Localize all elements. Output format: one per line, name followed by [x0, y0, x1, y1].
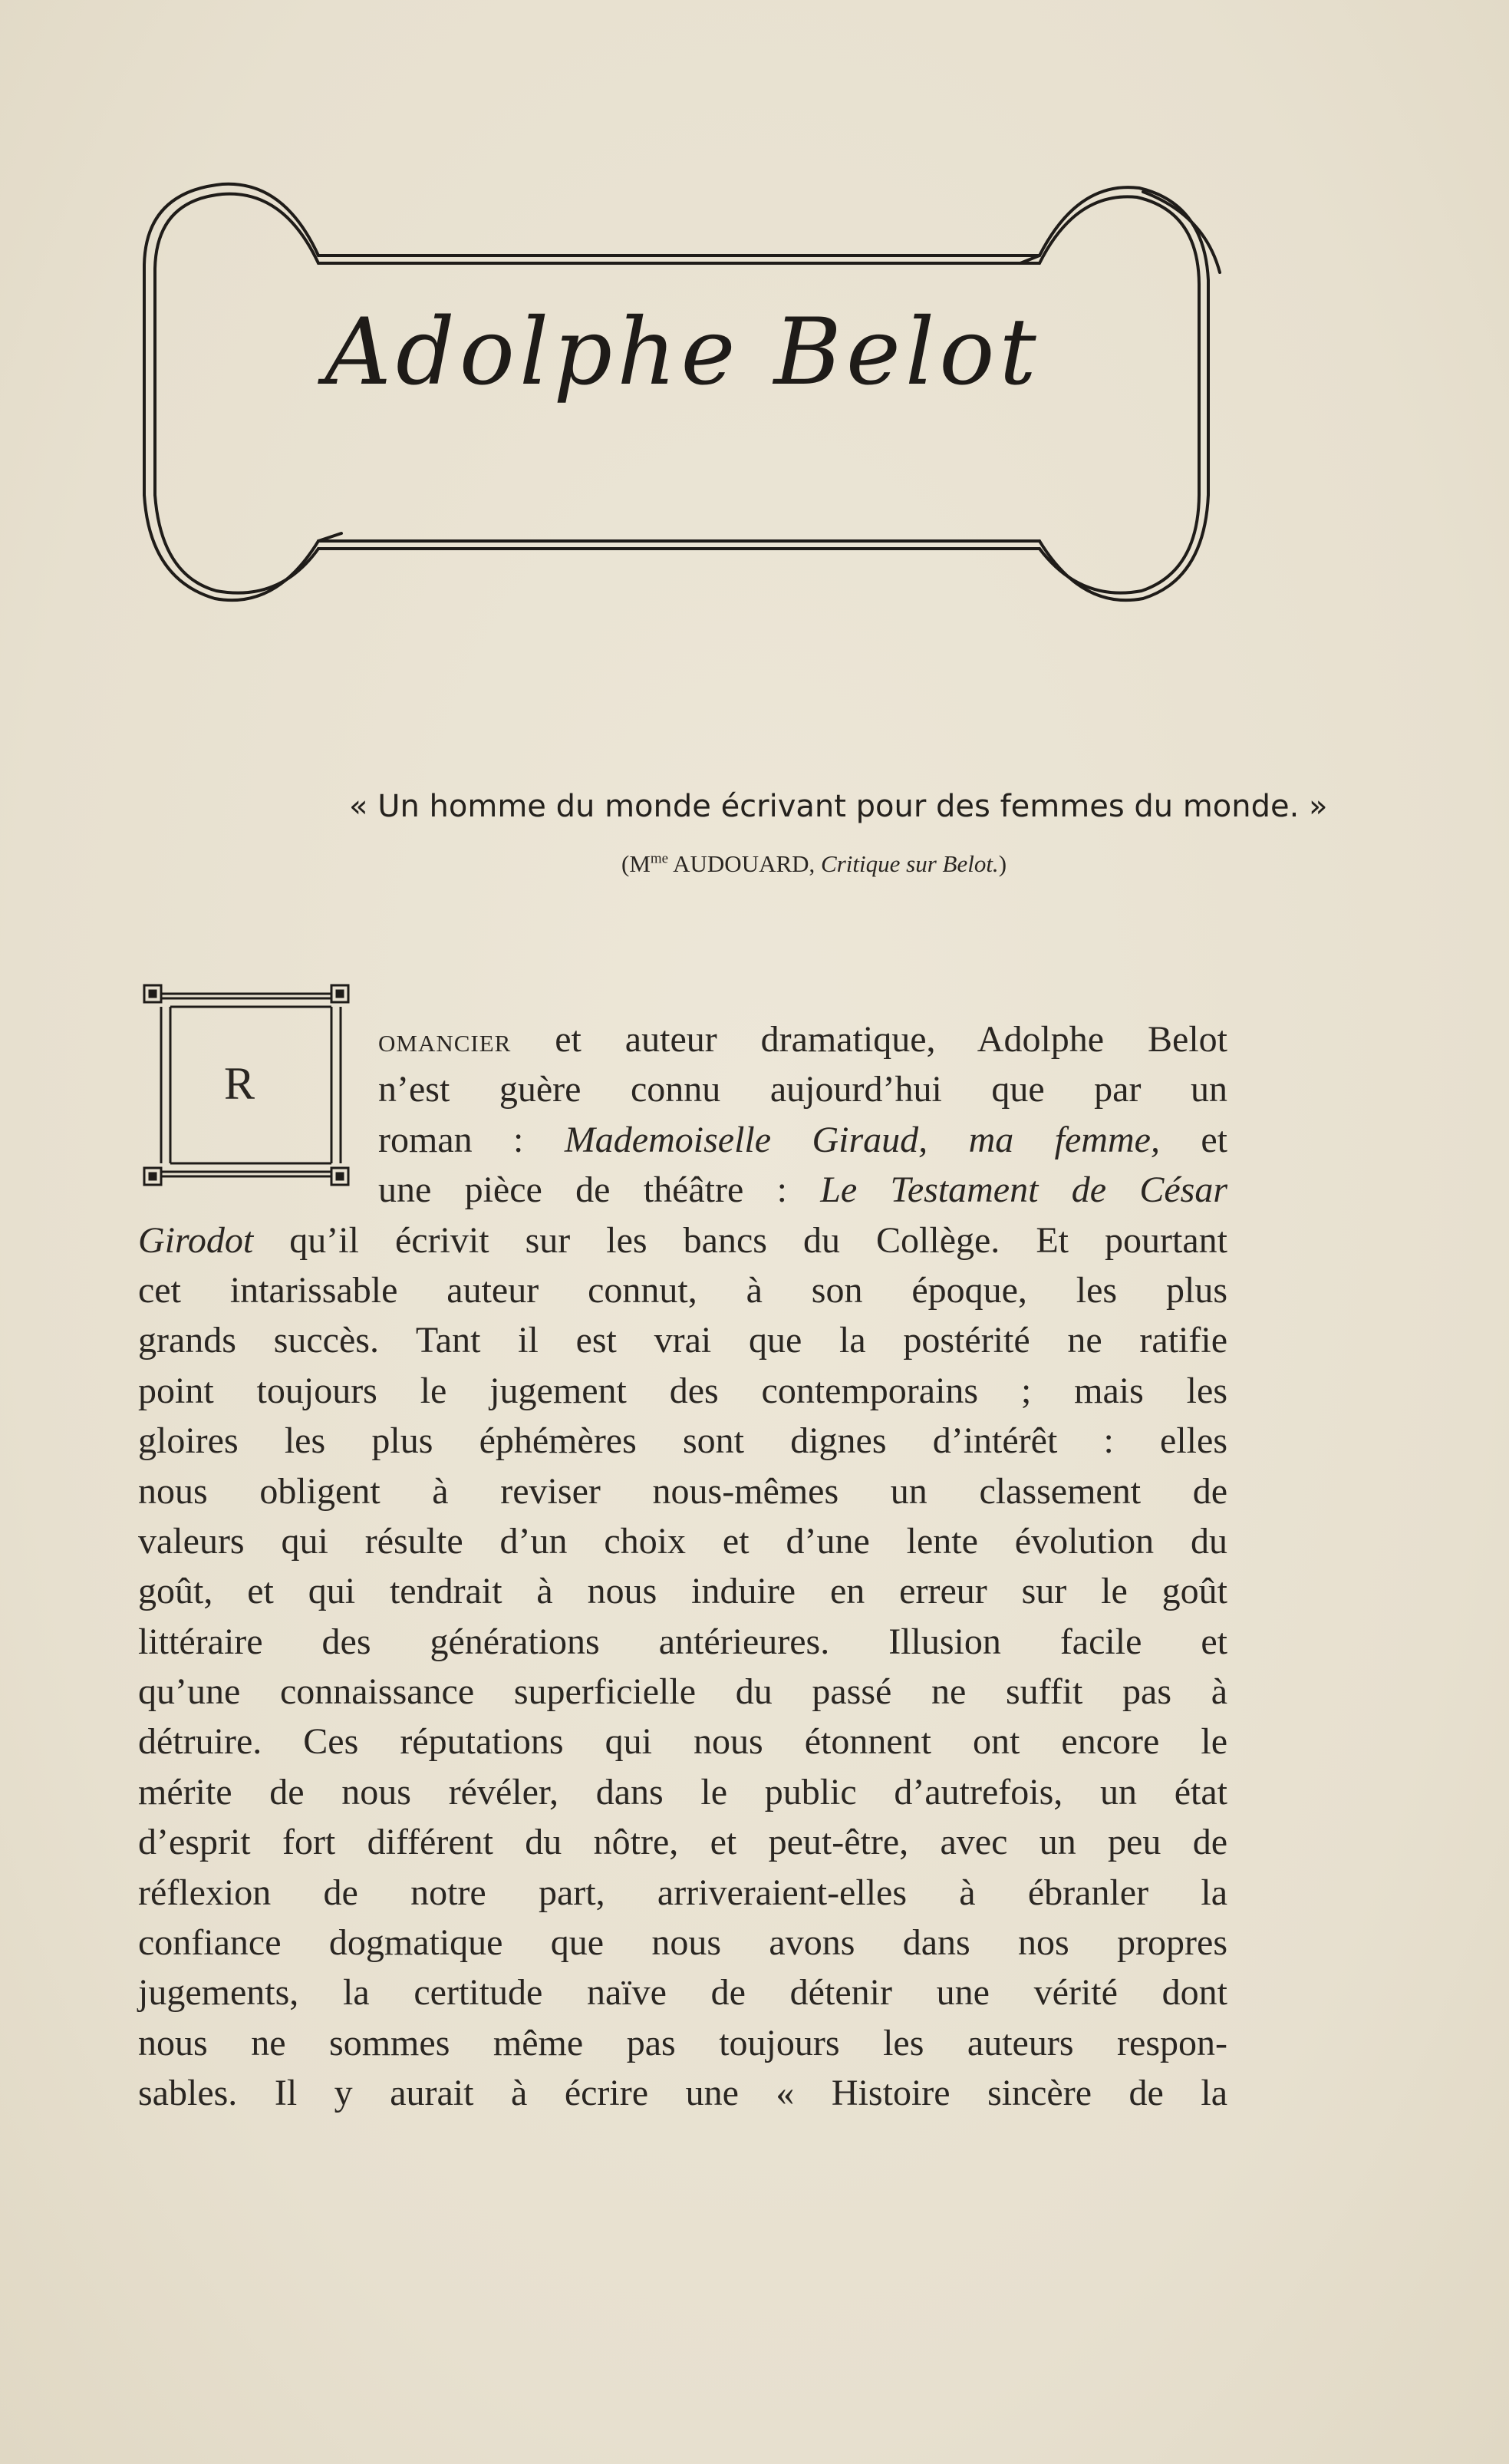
text-line: d’esprit fort différent du nôtre, et peut-être, avec un peu de [138, 1822, 1227, 1863]
text-line: cet intarissable auteur connut, à son époque, les plus [138, 1269, 1227, 1311]
attribution-work: Critique sur Belot. [821, 850, 999, 877]
attribution-sup: me [650, 850, 669, 867]
text-line: goût, et qui tendrait à nous induire en erreur sur le goût [138, 1571, 1227, 1612]
text-span: et auteur dramatique, Adolphe Belot [511, 1019, 1227, 1060]
text-line: grands succès. Tant il est vrai que la postérité ne ratifie [138, 1320, 1227, 1361]
attribution-name: AUDOUARD, [668, 850, 822, 877]
text-line: jugements, la certitude naïve de détenir une vérité dont [138, 1972, 1227, 2014]
text-line: nous ne sommes même pas toujours les auteurs respon- [138, 2022, 1227, 2063]
text-span: et [1159, 1119, 1227, 1160]
text-line: valeurs qui résulte d’un choix et d’une lente évolution du [138, 1520, 1227, 1562]
italic-title: Le Testament de César [820, 1169, 1228, 1211]
text-span: une pièce de théâtre : [378, 1169, 821, 1211]
text-line: nous obligent à reviser nous-mêmes un classement de [138, 1470, 1227, 1512]
drop-cap-letter: R [224, 1058, 255, 1109]
text-line [138, 1216, 1227, 1265]
body-paragraph [138, 1014, 1227, 2119]
text-span: qu’il écrivit sur les bancs du Collège. Et pourtant [253, 1219, 1227, 1261]
text-line: confiance dogmatique que nous avons dans nos propres [138, 1922, 1227, 1964]
italic-title: Mademoiselle Giraud, ma femme, [564, 1119, 1160, 1160]
text-line: détruire. Ces réputations qui nous étonnent ont encore le [138, 1721, 1227, 1763]
text-line: n’est guère connu aujourd’hui que par un [378, 1069, 1227, 1110]
text-line: point toujours le jugement des contemporains ; mais les [138, 1370, 1227, 1411]
text-line [378, 1115, 1227, 1165]
text-line: qu’une connaissance superficielle du passé ne suffit pas à [138, 1671, 1227, 1713]
text-line: littéraire des générations antérieures. Illusion facile et [138, 1621, 1227, 1662]
text-line: sables. Il y aurait à écrire une « Histoire sincère de la [138, 2073, 1227, 2114]
small-caps-word: omancier [378, 1021, 512, 1059]
page-title: Adolphe Belot [325, 299, 1041, 406]
text-span: roman : [378, 1119, 565, 1160]
text-line [378, 1165, 1227, 1215]
italic-title: Girodot [138, 1219, 254, 1261]
text-line: mérite de nous révéler, dans le public d’autrefois, un état [138, 1771, 1227, 1813]
text-line: gloires les plus éphémères sont dignes d’intérêt : elles [138, 1420, 1227, 1462]
attribution-open: (M [621, 850, 651, 877]
text-line [378, 1014, 1227, 1064]
epigraph-quote: « Un homme du monde écrivant pour des femmes du monde. » [349, 789, 1328, 824]
epigraph-attribution [621, 850, 1007, 878]
text-line: réflexion de notre part, arriveraient-elles à ébranler la [138, 1872, 1227, 1913]
attribution-close: ) [998, 850, 1007, 877]
